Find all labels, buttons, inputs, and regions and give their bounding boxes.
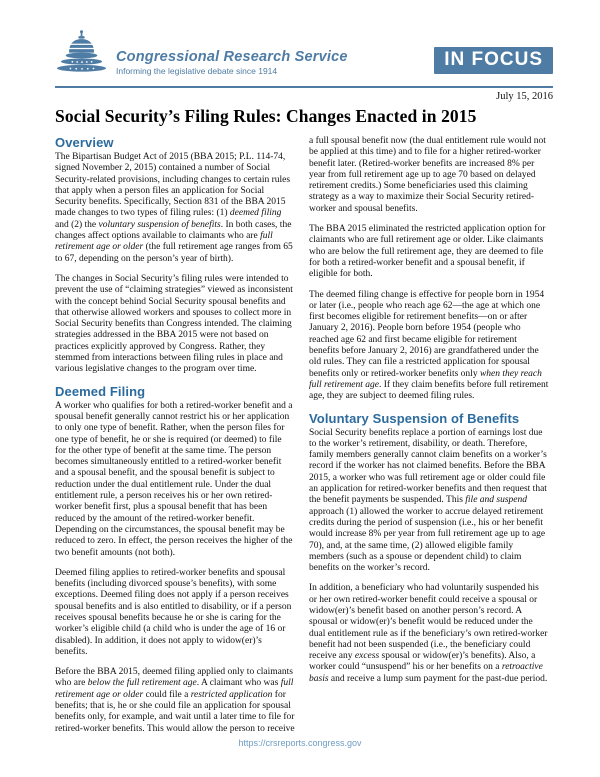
section-heading: Voluntary Suspension of Benefits xyxy=(309,410,520,426)
paragraph: Deemed filing applies to retired-worker benefits and spousal benefits (including divorced spouse’s benefits), with some exceptions. Deemed filing does not apply if a person receives spousal benefits and is also entitled to disability, or if a person receives spousal benefits because he or she is caring for the worker’s eligible child (a child who is under the age of 16 or disabled). In addition, it does not apply to widow(er)’s benefits. xyxy=(55,567,292,657)
paragraph: Before the BBA 2015, deemed filing applied only to claimants who are below the full retirement age. A claimant who was full retirement age or older could file a restricted application for benefits; that is, he or she could file an application for spousal benefits only, for example, and wait until a later time to file for retired-worker benefits. This would allow the person to receive a full spousal benefit now (the dual entitlement rule would not be applied at this time) and to file for a higher retired-worker benefit later. (Retired-worker benefits are increased 8% per year from full retirement age up to age 70 based on delayed retirement credits.) Some beneficiaries used this claiming strategy as a way to maximize their Social Security retired-worker and spousal benefits. xyxy=(55,136,546,734)
section-heading: Deemed Filing xyxy=(55,383,146,399)
article-sections xyxy=(55,136,549,740)
paragraph: Social Security benefits replace a portion of earnings lost due to the worker’s retirement, disability, or death. Therefore, family members generally cannot claim benefits on a worker’s record if the worker has not claimed benefits. Before the BBA 2015, a worker who was full retirement age or older could file an application for retired-worker benefits and then request that the benefit payments be suspended. This file and suspend approach (1) allowed the worker to accrue delayed retirement credits during the period of suspension (i.e., his or her benefit would increase 8% per year from full retirement age up to age 70), and, at the same time, (2) allowed eligible family members (such as a spouse or dependent child) to claim benefits on the worker’s record. xyxy=(309,427,547,574)
org-name: Congressional Research Service xyxy=(116,49,348,65)
brand-text xyxy=(116,49,348,80)
report-title: Social Security’s Filing Rules: Changes Enacted in 2015 xyxy=(55,106,477,126)
section-heading: Overview xyxy=(55,135,114,150)
document-footer xyxy=(0,733,600,751)
paragraph: The deemed filing change is effective for people born in 1954 or later (i.e., people who reach age 62—the age at which one first becomes eligible for retirement benefits—on or after January 2, 2016). People born before 1954 (people who reached age 62 and first became eligible for retirement benefits before January 2, 2016) are grandfathered under the old rules. They can file a restricted application for spousal benefits only or retired-worker benefits only when they reach full retirement age. If they claim benefits before full retirement age, they are subject to deemed filing rules. xyxy=(309,289,549,402)
paragraph: In addition, a beneficiary who had voluntarily suspended his or her own retired-worker benefit could receive a spousal or widow(er)’s benefit based on another person’s record. A spousal or widow(er)’s benefit would be reduced under the dual entitlement rule as if the beneficiary’s own retired-worker benefit had not been suspended (i.e., the beneficiary could receive any excess spousal or widow(er)’s benefits). Also, a worker could “unsuspend” his or her benefits on a retroactive basis and receive a lump sum payment for the past-due period. xyxy=(309,583,548,684)
paragraph: The Bipartisan Budget Act of 2015 (BBA 2015; P.L. 114-74, signed November 2, 2015) contained a number of Social Security-related provisions, including changes to certain rules that apply when a person files an application for Social Security benefits. Specifically, Section 831 of the BBA 2015 made changes to two types of filing rules: (1) deemed filing and (2) the voluntary suspension of benefits. In both cases, the changes affect options available to claimants who are full retirement age or older (the full retirement age ranges from 65 to 67, depending on the person’s year of birth). xyxy=(55,152,293,264)
paragraph: A worker who qualifies for both a retired-worker benefit and a spousal benefit generally cannot restrict his or her application to only one type of benefit. Rather, when the person files for one type of benefit, he or she is required (or deemed) to file for the other type of benefit at the same time. The person becomes simultaneously entitled to a retired-worker benefit and a spousal benefit, and the spousal benefit is subject to reduction under the dual entitlement rule. Under the dual entitlement rule, a person receives his or her own retired-worker benefit first, plus a spousal benefit that has been reduced by the amount of the retired-worker benefit. Depending on the circumstances, the spousal benefit may be reduced to zero. In effect, the person receives the higher of the two benefit amounts (not both). xyxy=(55,400,293,558)
in-focus-badge: IN FOCUS xyxy=(434,47,553,74)
report-date: July 15, 2016 xyxy=(496,91,553,102)
capitol-dome-icon xyxy=(55,30,109,80)
paragraph: The changes in Social Security’s filing rules were intended to prevent the use of “claiming strategies” viewed as inconsistent with the concept behind Social Security spousal benefits and that otherwise allowed workers and spouses to collect more in Social Security benefits than Congress intended. The claiming strategies addressed in the BBA 2015 were not based on practices explicitly approved by Congress. Rather, they stemmed from interactions between filing rules in place and various legislative changes to the program over time. xyxy=(55,273,293,375)
paragraph: The BBA 2015 eliminated the restricted application option for claimants who are full retirement age or older. Like claimants who are below the full retirement age, they are deemed to file for both a retired-worker benefit and a spousal benefit, if eligible for both. xyxy=(309,224,546,280)
document-header xyxy=(55,30,553,84)
footer-url[interactable]: https://crsreports.congress.gov xyxy=(238,738,362,748)
crs-brand xyxy=(55,30,348,80)
org-tagline: Informing the legislative debate since 1914 xyxy=(116,66,278,76)
header-divider xyxy=(55,86,553,88)
